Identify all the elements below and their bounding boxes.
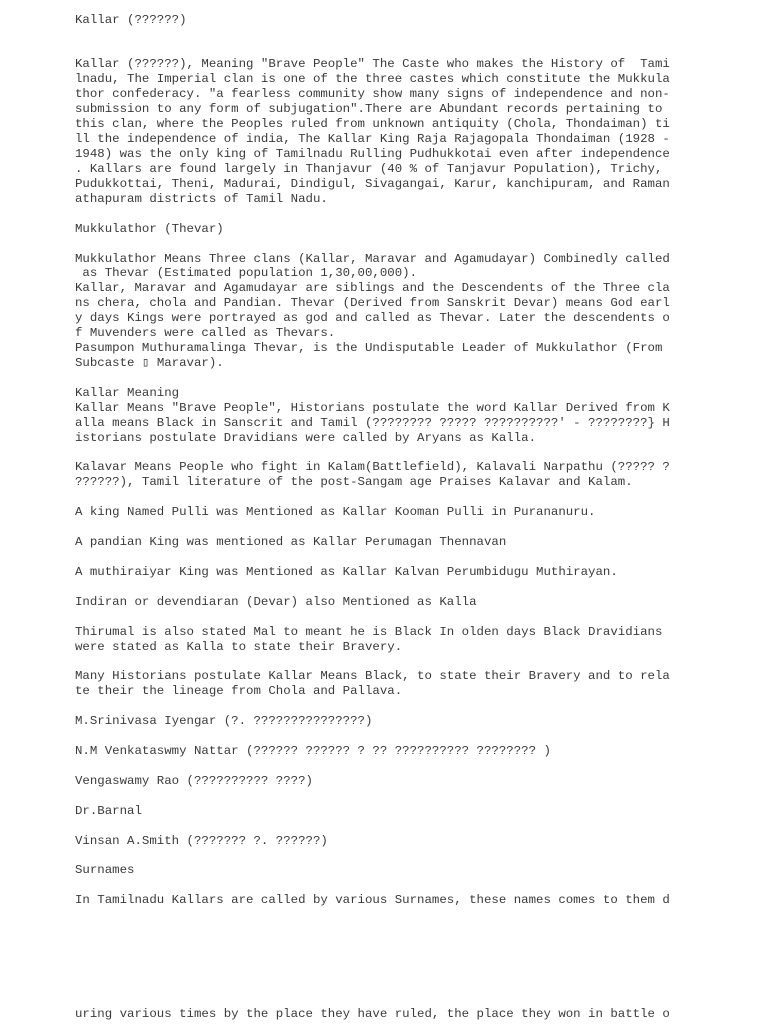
text-line: N.M Venkataswmy Nattar (?????? ?????? ? ?? ?????????? ???????? )	[75, 744, 551, 758]
text-line: . Kallars are found largely in Thanjavur (40 % of Tanjavur Population), Trichy,	[75, 162, 663, 176]
text-line: Kalavar Means People who fight in Kalam(Battlefield), Kalavali Narpathu (????? ?	[75, 460, 670, 474]
text-line: Mukkulathor (Thevar)	[75, 222, 224, 236]
text-line: submission to any form of subjugation".There are Abundant records pertaining to	[75, 102, 663, 116]
text-line: Pasumpon Muthuramalinga Thevar, is the Undisputable Leader of Mukkulathor (From	[75, 341, 663, 355]
text-line: f Muvenders were called as Thevars.	[75, 326, 336, 340]
text-line: A pandian King was mentioned as Kallar Perumagan Thennavan	[75, 535, 507, 549]
text-line: M.Srinivasa Iyengar (?. ???????????????)	[75, 714, 373, 728]
text-line: Pudukkottai, Theni, Madurai, Dindigul, Sivagangai, Karur, kanchipuram, and Raman	[75, 177, 670, 191]
text-line: Kallar Meaning	[75, 386, 180, 400]
text-line: Subcaste ▯ Maravar).	[75, 356, 224, 370]
text-line: uring various times by the place they have ruled, the place they won in battle o	[75, 1007, 670, 1021]
text-line: Kallar, Maravar and Agamudayar are siblings and the Descendents of the Three cla	[75, 281, 670, 295]
text-line: y days Kings were portrayed as god and called as Thevar. Later the descendents o	[75, 311, 670, 325]
text-line: A muthiraiyar King was Mentioned as Kallar Kalvan Perumbidugu Muthirayan.	[75, 565, 618, 579]
text-line: were stated as Kalla to state their Bravery.	[75, 640, 403, 654]
text-line: Many Historians postulate Kallar Means Black, to state their Bravery and to rela	[75, 669, 670, 683]
text-line: ns chera, chola and Pandian. Thevar (Derived from Sanskrit Devar) means God earl	[75, 296, 670, 310]
text-line: Thirumal is also stated Mal to meant he is Black In olden days Black Dravidians	[75, 625, 663, 639]
text-line: te their the lineage from Chola and Pallava.	[75, 684, 403, 698]
text-line: ll the independence of india, The Kallar King Raja Rajagopala Thondaiman (1928 -	[75, 132, 670, 146]
text-line: Surnames	[75, 863, 135, 877]
text-line: as Thevar (Estimated population 1,30,00,000).	[75, 266, 418, 280]
text-line: thor confederacy. "a fearless community show many signs of independence and non-	[75, 87, 670, 101]
text-line: Indiran or devendiaran (Devar) also Mentioned as Kalla	[75, 595, 477, 609]
text-line: Vengaswamy Rao (?????????? ????)	[75, 774, 313, 788]
text-line: alla means Black in Sanscrit and Tamil (???????? ????? ??????????' - ????????} H	[75, 416, 670, 430]
text-line: In Tamilnadu Kallars are called by various Surnames, these names comes to them d	[75, 893, 670, 907]
text-line: ??????), Tamil literature of the post-Sangam age Praises Kalavar and Kalam.	[75, 475, 633, 489]
text-line: Kallar (??????)	[75, 13, 187, 27]
text-line: A king Named Pulli was Mentioned as Kallar Kooman Pulli in Purananuru.	[75, 505, 596, 519]
text-line: Mukkulathor Means Three clans (Kallar, Maravar and Agamudayar) Combinedly called	[75, 252, 670, 266]
text-line: Kallar (??????), Meaning "Brave People" The Caste who makes the History of Tami	[75, 57, 670, 71]
text-line: istorians postulate Dravidians were called by Aryans as Kalla.	[75, 431, 537, 445]
text-line: this clan, where the Peoples ruled from unknown antiquity (Chola, Thondaiman) ti	[75, 117, 670, 131]
text-line: Kallar Means "Brave People", Historians postulate the word Kallar Derived from K	[75, 401, 670, 415]
text-line: 1948) was the only king of Tamilnadu Rulling Pudhukkotai even after independence	[75, 147, 670, 161]
text-line: Vinsan A.Smith (??????? ?. ??????)	[75, 834, 328, 848]
text-line: athapuram districts of Tamil Nadu.	[75, 192, 328, 206]
text-line: lnadu, The Imperial clan is one of the three castes which constitute the Mukkula	[75, 72, 670, 86]
text-line: Dr.Barnal	[75, 804, 142, 818]
